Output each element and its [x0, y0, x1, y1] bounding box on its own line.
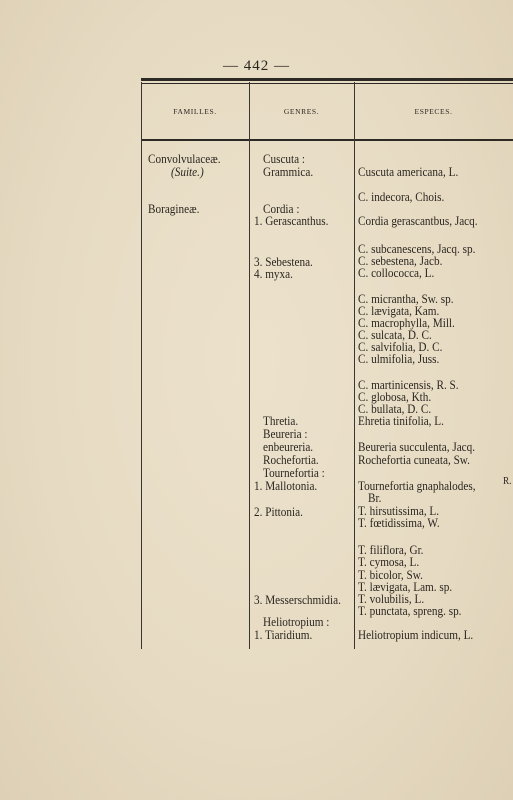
- species-entry: C. sebestena, Jacb.: [358, 254, 443, 268]
- column-divider-1: [249, 82, 250, 649]
- family-boragineae: Boragineæ.: [148, 202, 200, 216]
- genre-entry: 1. Tiaridium.: [254, 628, 313, 642]
- genre-entry: Grammica.: [263, 165, 314, 179]
- species-entry: T. hirsutissima, L.: [358, 504, 440, 518]
- genre-entry: enbeureria.: [263, 440, 314, 454]
- species-entry: C. salvifolia, D. C.: [358, 340, 443, 354]
- species-entry: T. filiflora, Gr.: [358, 543, 424, 557]
- species-entry: C. globosa, Kth.: [358, 390, 432, 404]
- species-entry: C. subcanescens, Jacq. sp.: [358, 242, 476, 256]
- column-divider-left: [141, 82, 142, 649]
- header-especes: ESPECES.: [414, 107, 453, 116]
- species-entry: Ehretia tinifolia, L.: [358, 414, 444, 428]
- genre-entry: 1. Gerascanthus.: [254, 214, 329, 228]
- species-entry: T. fœtidissima, W.: [358, 516, 440, 530]
- genre-entry: 3. Messerschmidia.: [254, 593, 341, 607]
- genre-entry: Cuscuta :: [263, 152, 306, 166]
- header-rule: [141, 139, 513, 141]
- species-entry: T. bicolor, Sw.: [358, 568, 423, 582]
- margin-mark: R.: [503, 476, 512, 487]
- genre-entry: Beureria :: [263, 427, 308, 441]
- species-entry: C. micrantha, Sw. sp.: [358, 292, 454, 306]
- genre-entry: Cordia :: [263, 202, 300, 216]
- genre-entry: Heliotropium :: [263, 615, 330, 629]
- species-entry: T. punctata, spreng. sp.: [358, 604, 462, 618]
- species-entry: Beureria succulenta, Jacq.: [358, 440, 476, 454]
- genre-entry: Rochefortia.: [263, 453, 319, 467]
- species-entry: C. macrophylla, Mill.: [358, 316, 455, 330]
- species-entry: C. martinicensis, R. S.: [358, 378, 459, 392]
- species-entry: Rochefortia cuneata, Sw.: [358, 453, 470, 467]
- genre-entry: 4. myxa.: [254, 267, 293, 281]
- species-entry: T. cymosa, L.: [358, 555, 420, 569]
- species-entry: Cuscuta americana, L.: [358, 165, 459, 179]
- species-entry: C. ulmifolia, Juss.: [358, 352, 440, 366]
- family-convolvulaceae: Convolvulaceæ.: [148, 152, 221, 166]
- top-rule: [141, 78, 513, 81]
- page-number: — 442 —: [223, 58, 290, 74]
- species-entry: Br.: [368, 491, 382, 505]
- species-entry: T. volubilis, L.: [358, 592, 425, 606]
- species-entry: C. collococca, L.: [358, 266, 435, 280]
- species-entry: C. bullata, D. C.: [358, 402, 432, 416]
- species-entry: Cordia gerascantbus, Jacq.: [358, 214, 478, 228]
- species-entry: T. lævigata, Lam. sp.: [358, 580, 453, 594]
- header-familles: FAMILLES.: [173, 107, 217, 116]
- genre-entry: 3. Sebestena.: [254, 255, 313, 269]
- header-genres: GENRES.: [283, 107, 320, 116]
- species-entry: C. lævigata, Kam.: [358, 304, 440, 318]
- genre-entry: Tournefortia :: [263, 466, 325, 480]
- genre-entry: 1. Mallotonia.: [254, 479, 318, 493]
- species-entry: Tournefortia gnaphalodes,: [358, 479, 476, 493]
- column-divider-2: [354, 82, 355, 649]
- genre-entry: 2. Pittonia.: [254, 505, 303, 519]
- species-entry: Heliotropium indicum, L.: [358, 628, 474, 642]
- genre-entry: Thretia.: [263, 414, 299, 428]
- species-entry: C. sulcata, D. C.: [358, 328, 432, 342]
- top-rule-thin: [141, 83, 513, 84]
- family-suite: (Suite.): [171, 165, 204, 179]
- species-entry: C. indecora, Chois.: [358, 190, 445, 204]
